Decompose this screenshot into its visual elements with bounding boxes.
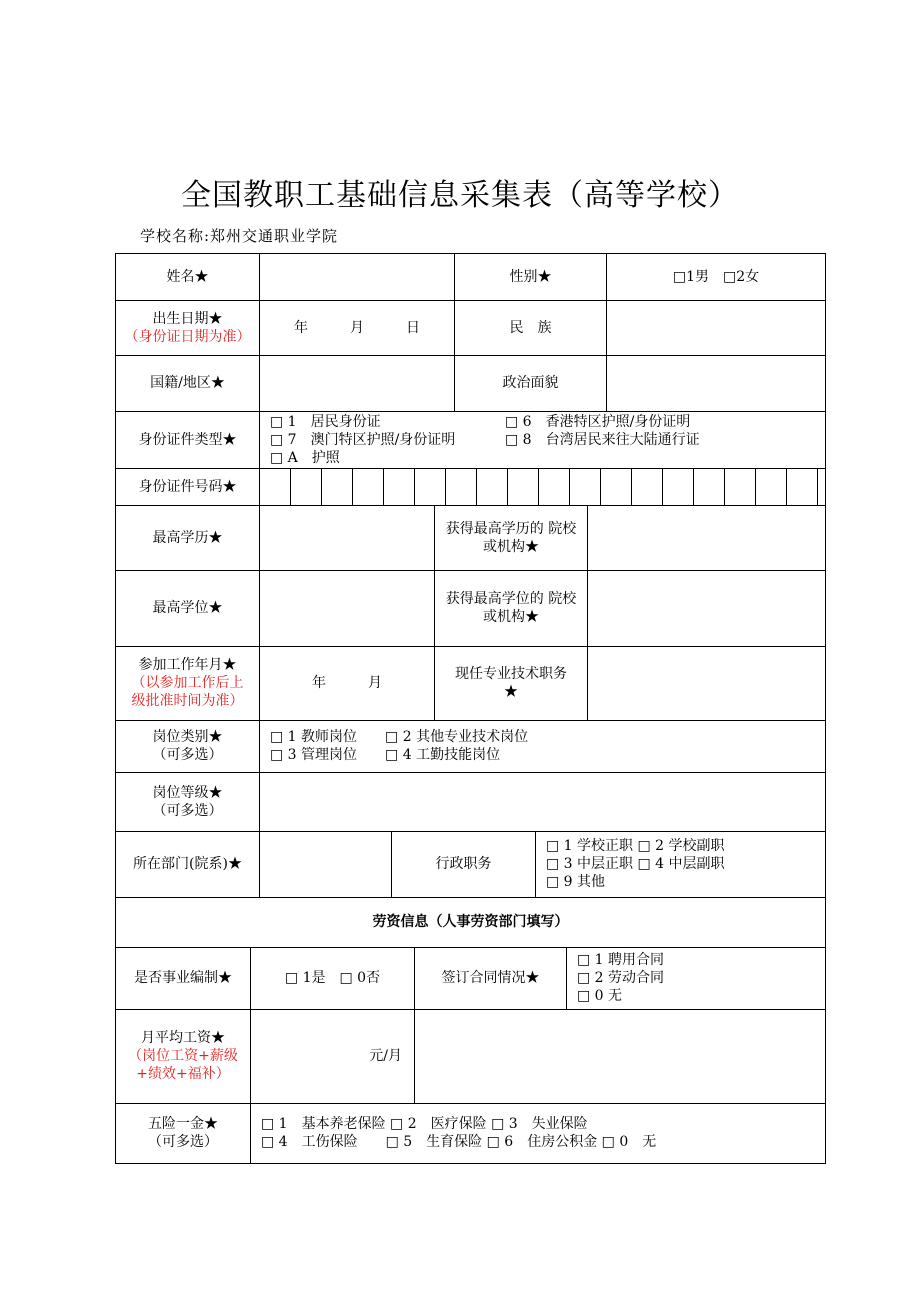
education-institution-label: 获得最高学历的 院校或机构★ (434, 505, 588, 571)
insurance-label-cell (115, 1103, 251, 1164)
name-label: 姓名★ (115, 253, 260, 301)
admin-post-options[interactable] (535, 831, 826, 898)
id-number-cells[interactable] (259, 468, 826, 506)
department-field[interactable] (259, 831, 392, 898)
degree-institution-field[interactable] (587, 570, 826, 647)
professional-title-field[interactable] (587, 646, 826, 721)
post-type-multi: （可多选） (152, 747, 223, 763)
birth-label: 出生日期★ (152, 310, 223, 327)
id-digit-cell[interactable] (260, 468, 291, 505)
post-type-opts-line-2[interactable]: □ 3 管理岗位 □ 4 工勤技能岗位 (270, 747, 501, 763)
contract-label: 签订合同情况★ (414, 947, 567, 1010)
school-name: 学校名称:郑州交通职业学院 (140, 227, 339, 245)
contract-opt-0[interactable]: □ 0 无 (577, 988, 623, 1004)
nationality-field[interactable] (259, 355, 455, 412)
degree-label: 最高学位★ (115, 570, 260, 647)
nation-field[interactable] (606, 300, 826, 356)
education-field[interactable] (259, 505, 435, 571)
staffing-options[interactable]: □ 1是 □ 0否 (250, 947, 415, 1010)
id-digit-cell[interactable] (322, 468, 353, 505)
salary-field[interactable]: 元/月 (250, 1009, 415, 1104)
post-level-label: 岗位等级★ (152, 784, 223, 801)
work-start-label: 参加工作年月★ (138, 657, 237, 673)
id-digit-cell[interactable] (353, 468, 384, 505)
id-digit-cell[interactable] (539, 468, 570, 505)
admin-post-opts-line-3[interactable]: □ 9 其他 (546, 874, 606, 890)
id-type-options[interactable] (259, 411, 826, 469)
degree-institution-label: 获得最高学位的 院校或机构★ (434, 570, 588, 647)
id-type-opt-7[interactable]: □ 7 澳门特区护照/身份证明 (270, 432, 456, 448)
id-digit-cell[interactable] (725, 468, 756, 505)
work-start-note: （以参加工作后上级批准时间为准） (131, 675, 244, 709)
salary-extra-field[interactable] (414, 1009, 826, 1104)
department-label: 所在部门(院系)★ (115, 831, 260, 898)
id-digit-cell[interactable] (477, 468, 508, 505)
insurance-opts-line-1[interactable]: □ 1 基本养老保险 □ 2 医疗保险 □ 3 失业保险 (261, 1116, 588, 1132)
insurance-options[interactable] (250, 1103, 826, 1164)
id-digit-cell[interactable] (384, 468, 415, 505)
admin-post-label: 行政职务 (391, 831, 536, 898)
nationality-label: 国籍/地区★ (115, 355, 260, 412)
contract-options[interactable] (566, 947, 826, 1010)
id-digit-cell[interactable] (508, 468, 539, 505)
birth-date-field[interactable]: 年 月 日 (259, 300, 455, 356)
admin-post-opts-line-2[interactable]: □ 3 中层正职 □ 4 中层副职 (546, 856, 725, 872)
id-type-opt-1[interactable]: □ 1 居民身份证 (270, 414, 381, 430)
staffing-label: 是否事业编制★ (115, 947, 251, 1010)
politics-label: 政治面貌 (454, 355, 607, 412)
id-digit-cell[interactable] (632, 468, 663, 505)
id-type-opt-8[interactable]: □ 8 台湾居民来往大陆通行证 (505, 432, 700, 448)
education-institution-field[interactable] (587, 505, 826, 571)
contract-opt-1[interactable]: □ 1 聘用合同 (577, 952, 665, 968)
education-label: 最高学历★ (115, 505, 260, 571)
salary-label-cell (115, 1009, 251, 1104)
degree-field[interactable] (259, 570, 435, 647)
id-type-label: 身份证件类型★ (115, 411, 260, 469)
insurance-multi: （可多选） (148, 1134, 218, 1150)
birth-label-cell (115, 300, 260, 356)
birth-note: （身份证日期为准） (124, 328, 251, 345)
politics-field[interactable] (606, 355, 826, 412)
salary-label: 月平均工资★ (141, 1030, 225, 1046)
id-number-label: 身份证件号码★ (115, 468, 260, 506)
post-type-label-cell (115, 720, 260, 773)
post-type-label: 岗位类别★ (152, 729, 223, 745)
insurance-opts-line-2[interactable]: □ 4 工伤保险 □ 5 生育保险 □ 6 住房公积金 □ 0 无 (261, 1134, 657, 1150)
work-start-label-cell (115, 646, 260, 721)
name-field[interactable] (259, 253, 455, 301)
id-digit-cell[interactable] (663, 468, 694, 505)
nation-label: 民 族 (454, 300, 607, 356)
post-type-options[interactable] (259, 720, 826, 773)
post-level-label-cell (115, 772, 260, 832)
contract-opt-2[interactable]: □ 2 劳动合同 (577, 970, 665, 986)
section-header-labor: 劳资信息（人事劳资部门填写） (115, 897, 826, 948)
id-digit-cell[interactable] (291, 468, 322, 505)
id-type-opt-a[interactable]: □ A 护照 (270, 450, 340, 466)
id-digit-cell[interactable] (570, 468, 601, 505)
post-level-multi: （可多选） (152, 802, 223, 819)
id-digit-cell[interactable] (787, 468, 818, 505)
gender-options[interactable]: □1男 □2女 (606, 253, 826, 301)
id-digit-cell[interactable] (694, 468, 725, 505)
id-digit-cell[interactable] (415, 468, 446, 505)
form-title: 全国教职工基础信息采集表（高等学校） (181, 178, 739, 213)
id-digit-cell[interactable] (446, 468, 477, 505)
admin-post-opts-line-1[interactable]: □ 1 学校正职 □ 2 学校副职 (546, 838, 725, 854)
gender-label: 性别★ (454, 253, 607, 301)
work-start-field[interactable]: 年 月 (259, 646, 435, 721)
id-digit-cell[interactable] (601, 468, 632, 505)
salary-note: （岗位工资+薪级+绩效+福补） (128, 1048, 238, 1082)
id-digit-cell[interactable] (756, 468, 787, 505)
professional-title-label: 现任专业技术职务★ (434, 646, 588, 721)
insurance-label: 五险一金★ (148, 1116, 218, 1132)
id-type-opt-6[interactable]: □ 6 香港特区护照/身份证明 (505, 414, 691, 430)
post-type-opts-line-1[interactable]: □ 1 教师岗位 □ 2 其他专业技术岗位 (270, 729, 529, 745)
post-level-field[interactable] (259, 772, 826, 832)
